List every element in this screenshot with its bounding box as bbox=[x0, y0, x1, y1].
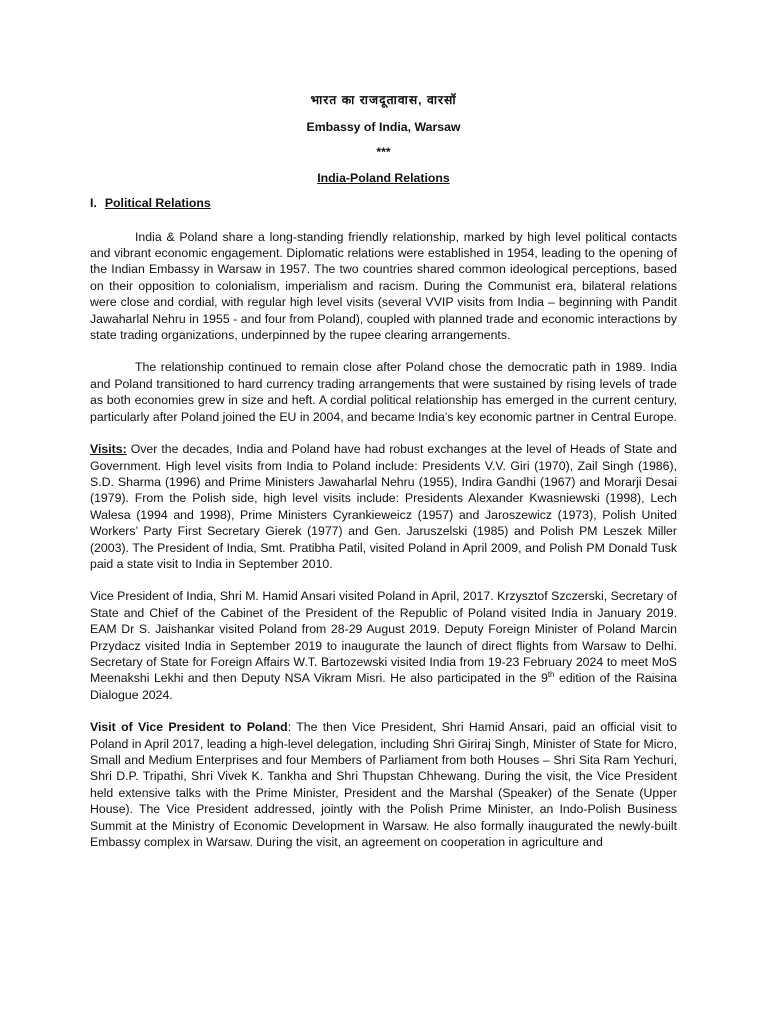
separator-stars: *** bbox=[376, 145, 391, 160]
vp-visit-lead: Visit of Vice President to Poland bbox=[90, 720, 288, 735]
section-number: I. bbox=[90, 196, 97, 211]
embassy-name: Embassy of India, Warsaw bbox=[306, 120, 461, 134]
section-title: Political Relations bbox=[104, 196, 211, 211]
recent-visits-body: Vice President of India, Shri M. Hamid Ansari visited Poland in April, 2017. Krzysztof Szczerski, Secretary of State and Chief of the Cabinet of the President of the Republic of Poland visited India in January 2019. EAM Dr S. Jaishankar visited Poland from 28-29 August 2019. Deputy Foreign Minister of Poland Marcin Przydacz visited India in September 2019 to inaugurate the launch of direct flights from Warsaw to Delhi. Secretary of State for Foreign Affairs W.T. Bartozewski visited India from 19-23 February 2024 to meet MoS Meenakshi Lekhi and then Deputy NSA Vikram Misri. He also participated in the 9 bbox=[90, 589, 677, 686]
paragraph-democratic-transition: The relationship continued to remain close after Poland chose the democratic path in 1989. India and Poland transitioned to hard currency trading arrangements that were sustained by rising levels of trade as both economies grew in size and heft. A cordial political relationship has emerged in the current century, particularly after Poland joined the EU in 2004, and became India’s key economic partner in Central Europe. bbox=[90, 360, 677, 424]
paragraph-recent-visits bbox=[90, 588, 677, 703]
visits-body: Over the decades, India and Poland have had robust exchanges at the level of Heads of State and Government. High level visits from India to Poland include: Presidents V.V. Giri (1970), Zail Singh (1986), S.D. Sharma (1996) and Prime Ministers Jawaharlal Nehru (1955), Indira Gandhi (1967) and Morarji Desai (1979). From the Polish side, high level visits include: Presidents Alexander Kwasniewski (1998), Lech Walesa (1994 and 1998), Prime Ministers Cyrankieweicz (1957) and Jaroszewicz (1973), Polish United Workers’ Party First Secretary Gierek (1977) and Gen. Jaruszelski (1985) and Polish PM Leszek Miller (2003). The President of India, Smt. Pratibha Patil, visited Poland in April 2009, and Polish PM Donald Tusk paid a state visit to India in September 2010. bbox=[90, 442, 677, 571]
section-heading-political bbox=[90, 195, 677, 211]
paragraph-vice-president-visit bbox=[90, 719, 677, 850]
hindi-embassy-name: भारत का राजदूतावास, वारसॉ bbox=[310, 93, 457, 107]
document-page bbox=[90, 88, 677, 850]
paragraph-visits bbox=[90, 441, 677, 572]
document-title: India-Poland Relations bbox=[317, 170, 450, 185]
recent-visits-tail: edition of the Raisina Dialogue 2024. bbox=[90, 671, 677, 702]
ordinal-suffix: th bbox=[547, 670, 555, 680]
vp-visit-body: : The then Vice President, Shri Hamid Ansari, paid an official visit to Poland in April 2017, leading a high-level delegation, including Shri Giriraj Singh, Minister of State for Micro, Small and Medium Enterprises and four Members of Parliament from both Houses – Shri Sita Ram Yechuri, Shri D.P. Tripathi, Shri Vivek K. Tankha and Shri Thupstan Chhewang. During the visit, the Vice President held extensive talks with the Prime Minister, President and the Marshal (Speaker) of the Senate (Upper House). The Vice President addressed, jointly with the Polish Prime Minister, an Indo-Polish Business Summit at the Ministry of Economic Development in Warsaw. He also formally inaugurated the newly-built Embassy complex in Warsaw. During the visit, an agreement on cooperation in agriculture and bbox=[90, 720, 677, 850]
paragraph-overview: India & Poland share a long-standing friendly relationship, marked by high level political contacts and vibrant economic engagement. Diplomatic relations were established in 1954, leading to the opening of the Indian Embassy in Warsaw in 1957. The two countries shared common ideological perceptions, based on their opposition to colonialism, imperialism and racism. During the Communist era, bilateral relations were close and cordial, with regular high level visits (several VVIP visits from India – beginning with Pandit Jawaharlal Nehru in 1955 - and four from Poland), coupled with planned trade and economic interactions by state trading organizations, underpinned by the rupee clearing arrangements. bbox=[90, 229, 677, 343]
visits-lead: Visits: bbox=[90, 442, 127, 457]
